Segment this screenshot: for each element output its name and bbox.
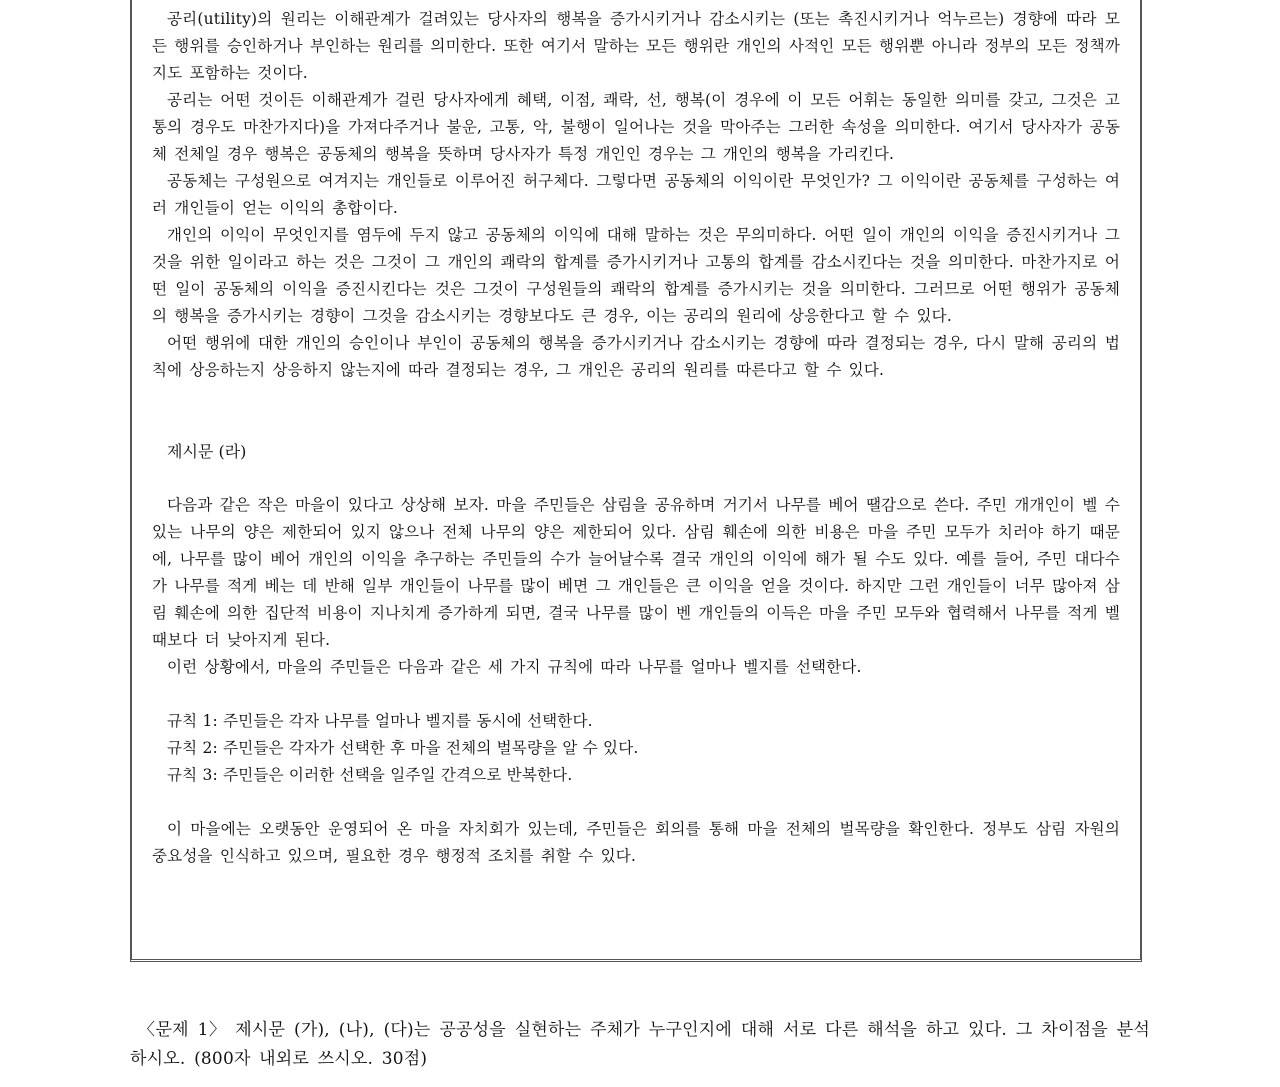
question-1: 〈문제 1〉 제시문 (가), (나), (다)는 공공성을 실현하는 주체가 누구인지에 대해 서로 다른 해석을 하고 있다. 그 차이점을 분석하시오. (800자 내외로 쓰시오. 30점)	[130, 1020, 1150, 1069]
spacer	[152, 681, 1120, 708]
passage-d-paragraph-2: 이런 상황에서, 마을의 주민들은 다음과 같은 세 가지 규칙에 따라 나무를 얼마나 벨지를 선택한다.	[167, 658, 862, 676]
passage-d-heading: 제시문 (라)	[167, 442, 247, 461]
passage-c-paragraph-1: 공리(utility)의 원리는 이해관계가 걸려있는 당사자의 행복을 증가시키거나 감소시키는 (또는 촉진시키거나 억누르는) 경향에 따라 모든 행위를 승인하거나 부인하는 원리를 의미한다. 또한 여기서 말하는 모든 행위란 개인의 사적인 모든 행위뿐 아니라 정부의 모든 정책까지도 포함하는 것이다.	[152, 10, 1120, 82]
spacer	[152, 465, 1120, 492]
passage-c-paragraph-5: 어떤 행위에 대한 개인의 승인이나 부인이 공동체의 행복을 증가시키거나 감소시키는 경향에 따라 결정되는 경우, 다시 말해 공리의 법칙에 상응하는지 상응하지 않는지에 따라 결정되는 경우, 그 개인은 공리의 원리를 따른다고 할 수 있다.	[152, 334, 1120, 379]
passage-d-closing: 이 마을에는 오랫동안 운영되어 온 마을 자치회가 있는데, 주민들은 회의를 통해 마을 전체의 벌목량을 확인한다. 정부도 삼림 자원의 중요성을 인식하고 있으며, 필요한 경우 행정적 조치를 취할 수 있다.	[152, 820, 1120, 865]
passage-c-paragraph-4: 개인의 이익이 무엇인지를 염두에 두지 않고 공동체의 이익에 대해 말하는 것은 무의미하다. 어떤 일이 개인의 이익을 증진시키거나 그것을 위한 일이라고 하는 것은 그것이 그 개인의 쾌락의 합계를 증가시키거나 고통의 합계를 감소시킨다는 것을 의미한다. 마찬가지로 어떤 일이 공동체의 이익을 증진시킨다는 것은 그것이 구성원들의 쾌락의 합계를 증가시키는 것을 의미한다. 그러므로 어떤 행위가 공동체의 행복을 증가시키는 경향이 그것을 감소시키는 경향보다도 큰 경우, 이는 공리의 원리에 상응한다고 할 수 있다.	[152, 226, 1120, 325]
passage-c-paragraph-3: 공동체는 구성원으로 여겨지는 개인들로 이루어진 허구체다. 그렇다면 공동체의 이익이란 무엇인가? 그 이익이란 공동체를 구성하는 여러 개인들이 얻는 이익의 총합이다.	[152, 172, 1120, 217]
passage-box	[130, 0, 1142, 962]
spacer	[152, 384, 1120, 438]
passage-d-paragraph-1: 다음과 같은 작은 마을이 있다고 상상해 보자. 마을 주민들은 삼림을 공유하며 거기서 나무를 베어 땔감으로 쓴다. 주민 개개인이 벨 수 있는 나무의 양은 제한되어 있지 않으나 전체 나무의 양은 제한되어 있다. 삼림 훼손에 의한 비용은 마을 주민 모두가 치러야 하기 때문에, 나무를 많이 베어 개인의 이익을 추구하는 주민들의 수가 늘어날수록 결국 개인의 이익에 해가 될 수도 있다. 예를 들어, 주민 대다수가 나무를 적게 베는 데 반해 일부 개인들이 나무를 많이 베면 그 개인들은 큰 이익을 얻을 것이다. 하지만 그런 개인들이 너무 많아져 삼림 훼손에 의한 집단적 비용이 지나치게 증가하게 되면, 결국 나무를 많이 벤 개인들의 이득은 마을 주민 모두와 협력해서 나무를 적게 벨 때보다 더 낮아지게 된다.	[152, 496, 1120, 649]
rule-1: 규칙 1: 주민들은 각자 나무를 얼마나 벨지를 동시에 선택한다.	[167, 712, 593, 730]
passage-c-paragraph-2: 공리는 어떤 것이든 이해관계가 걸린 당사자에게 혜택, 이점, 쾌락, 선, 행복(이 경우에 이 모든 어휘는 동일한 의미를 갖고, 그것은 고통의 경우도 마찬가지다)을 가져다주거나 불운, 고통, 악, 불행이 일어나는 것을 막아주는 그러한 속성을 의미한다. 여기서 당사자가 공동체 전체일 경우 행복은 공동체의 행복을 뜻하며 당사자가 특정 개인인 경우는 그 개인의 행복을 가리킨다.	[152, 91, 1120, 163]
rule-2: 규칙 2: 주민들은 각자가 선택한 후 마을 전체의 벌목량을 알 수 있다.	[167, 739, 639, 757]
passage-content	[152, 6, 1120, 870]
rule-3: 규칙 3: 주민들은 이러한 선택을 일주일 간격으로 반복한다.	[167, 766, 573, 784]
spacer	[152, 789, 1120, 816]
